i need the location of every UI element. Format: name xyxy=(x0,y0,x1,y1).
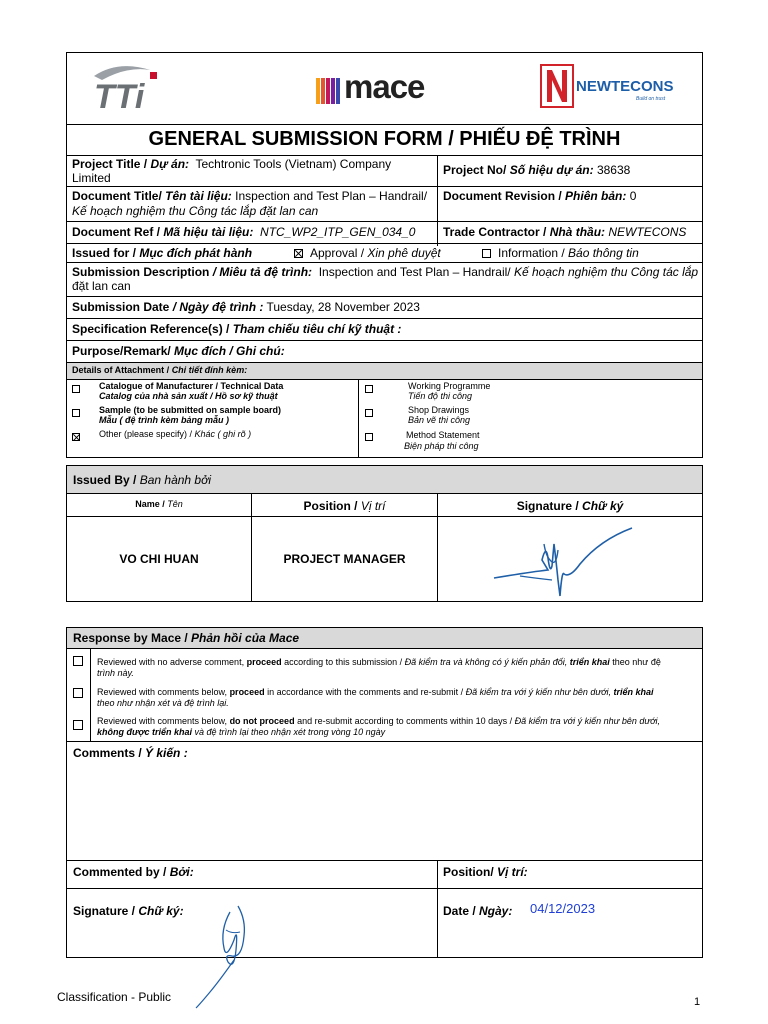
tti-logo xyxy=(88,62,168,118)
option3-part-f: và đệ trình lại theo nhận xét trong vòng 10 ngày xyxy=(191,727,386,737)
response-position-label-vn: Vị trí: xyxy=(497,865,528,879)
comments-label: Comments / xyxy=(73,746,146,760)
response-option2-text xyxy=(97,687,654,697)
submission-date-label: Submission Date xyxy=(72,300,173,314)
catalogue-checkbox[interactable] xyxy=(72,385,80,393)
response-date-row xyxy=(443,904,512,918)
option3-part-d: Đã kiểm tra với ý kiến như bên dưới, xyxy=(514,716,661,726)
classification-label: Classification - Public xyxy=(57,990,172,1004)
project-no-label: Project No/ xyxy=(443,163,510,177)
project-title-label: Project Title / xyxy=(72,157,151,171)
mace-logo-text: mace xyxy=(344,68,425,105)
option3-part-e: không được triển khai xyxy=(97,727,192,737)
newtecons-tagline: Build on trust xyxy=(636,96,666,102)
position-col-label: Position / xyxy=(303,499,361,513)
submission-desc-label: Submission Description xyxy=(72,265,213,279)
issuer-signature-graphic xyxy=(490,520,640,598)
catalogue-label-vn: Catalog của nhà sản xuất / Hồ sơ kỹ thuật xyxy=(99,391,278,401)
comments-label-vn: Ý kiến : xyxy=(145,746,188,760)
approval-option xyxy=(310,246,441,260)
tti-logo-graphic xyxy=(88,62,168,118)
spec-ref-label: Specification Reference(s) / xyxy=(72,322,233,336)
reviewer-signature-graphic xyxy=(190,900,270,1010)
issued-for-row xyxy=(72,246,252,260)
sample-label: Sample (to be submitted on sample board) xyxy=(99,405,282,415)
spec-ref-label-vn: Tham chiếu tiêu chí kỹ thuật : xyxy=(232,322,402,336)
issued-for-label-vn: Mục đích phát hành xyxy=(139,246,253,260)
shop-drawings-checkbox[interactable] xyxy=(365,409,373,417)
doc-title-value-line2: Kế hoạch nghiệm thu Công tác lắp đặt lan can xyxy=(72,204,319,218)
project-title-label-vn: Dự án: xyxy=(150,157,190,171)
option1-part-a: Reviewed with no adverse comment, xyxy=(97,657,247,667)
sample-label-vn: Mẫu ( đệ trình kèm bảng mẫu ) xyxy=(99,415,230,425)
issuer-signature xyxy=(490,520,640,598)
option3-part-b: do not proceed xyxy=(229,716,295,726)
submission-desc-row xyxy=(72,265,698,279)
purpose-label: Purpose/Remark/ xyxy=(72,344,175,358)
submission-date-row xyxy=(72,300,420,314)
project-no-row xyxy=(443,163,630,177)
option2-part-a: Reviewed with comments below, xyxy=(97,687,230,697)
option2-part-b: proceed xyxy=(229,687,265,697)
newtecons-wordmark: NEWTECONS xyxy=(576,78,674,95)
attachment-label-vn: Chi tiết đính kèm: xyxy=(171,365,248,375)
other-label-vn: Khác ( ghi rõ ) xyxy=(194,429,252,439)
response-date-label: Date / xyxy=(443,904,480,918)
method-statement-checkbox[interactable] xyxy=(365,433,373,441)
issued-for-label: Issued for / xyxy=(72,246,140,260)
project-no-label-vn: Số hiệu dự án: xyxy=(509,163,594,177)
other-label: Other (please specify) / xyxy=(99,429,195,439)
doc-ref-label-vn: Mã hiệu tài liệu: xyxy=(163,225,254,239)
page-number: 1 xyxy=(694,996,701,1008)
shop-drawings-label-vn: Bản vẽ thi công xyxy=(408,415,471,425)
project-no-value: 38638 xyxy=(596,163,631,177)
commented-by-label-vn: Bởi: xyxy=(169,865,194,879)
response-label: Response by Mace / xyxy=(73,631,192,645)
doc-ref-value: NTC_WP2_ITP_GEN_034_0 xyxy=(260,225,416,239)
information-option xyxy=(498,246,639,260)
option2-part-c: in accordance with the comments and re-submit / xyxy=(264,687,466,697)
name-col-label-vn: Tên xyxy=(167,499,183,509)
position-column-header xyxy=(252,499,437,513)
approval-label: Approval / xyxy=(310,246,368,260)
project-title-value-line2: Limited xyxy=(72,171,111,185)
option1-part-f: theo như đệ xyxy=(609,657,661,667)
working-programme-checkbox[interactable] xyxy=(365,385,373,393)
option3-part-a: Reviewed with comments below, xyxy=(97,716,230,726)
option2-part-d: Đã kiểm tra với ý kiến như bên dưới, xyxy=(465,687,614,697)
approval-label-vn: Xin phê duyệt xyxy=(367,246,441,260)
response-position-label: Position/ xyxy=(443,865,497,879)
doc-ref-row xyxy=(72,225,415,239)
reviewer-signature xyxy=(190,900,270,1010)
trade-contractor-label: Trade Contractor / xyxy=(443,225,550,239)
catalogue-label: Catalogue of Manufacturer / Technical Data xyxy=(99,381,284,391)
newtecons-n-icon xyxy=(540,64,574,108)
response-option1-checkbox[interactable] xyxy=(73,656,83,666)
response-title xyxy=(73,631,299,645)
option1-part-b: proceed xyxy=(246,657,282,667)
submission-date-value: Tuesday, 28 November 2023 xyxy=(266,300,420,314)
response-option3-text xyxy=(97,716,660,726)
response-signature-label-vn: Chữ ký: xyxy=(138,904,184,918)
other-checkbox[interactable] xyxy=(72,433,80,441)
method-statement-label-vn: Biện pháp thi công xyxy=(404,441,479,451)
response-position-row xyxy=(443,865,528,879)
response-label-vn: Phản hồi của Mace xyxy=(191,631,300,645)
sample-checkbox[interactable] xyxy=(72,409,80,417)
doc-title-value: Inspection and Test Plan – Handrail/ xyxy=(235,189,428,203)
working-programme-label-vn: Tiến độ thi công xyxy=(408,391,472,401)
response-option2-text-line2: theo như nhận xét và đệ trình lại. xyxy=(97,698,229,708)
information-checkbox[interactable] xyxy=(482,249,491,258)
signature-col-label: Signature / xyxy=(516,499,583,513)
submission-desc-value-line2: đặt lan can xyxy=(72,279,131,293)
response-option1-text xyxy=(97,657,661,667)
spec-ref-row xyxy=(72,322,401,336)
svg-text:TTi: TTi xyxy=(94,78,145,116)
working-programme-label: Working Programme xyxy=(408,381,491,391)
response-signature-label: Signature / xyxy=(73,904,139,918)
method-statement-label: Method Statement xyxy=(406,430,480,440)
doc-title-label: Document Title/ xyxy=(72,189,166,203)
signature-col-label-vn: Chữ ký xyxy=(582,499,624,513)
commented-by-row xyxy=(73,865,194,879)
name-col-label: Name / xyxy=(135,499,168,509)
doc-ref-label: Document Ref / xyxy=(72,225,164,239)
commented-by-label: Commented by / xyxy=(73,865,170,879)
trade-contractor-value: NEWTECONS xyxy=(608,225,687,239)
attachment-header-text xyxy=(72,365,247,375)
doc-revision-label: Document Revision / xyxy=(443,189,566,203)
submission-date-label-vn: / Ngày đệ trình : xyxy=(172,300,264,314)
mace-logo xyxy=(314,68,454,108)
submission-desc-value: Inspection and Test Plan – Handrail/ xyxy=(318,265,511,279)
submission-desc-value-vn: Kế hoạch nghiệm thu Công tác lắp xyxy=(513,265,699,279)
purpose-row xyxy=(72,344,285,358)
doc-revision-label-vn: Phiên bản: xyxy=(565,189,627,203)
submission-desc-label-vn: / Miêu tả đệ trình: xyxy=(212,265,313,279)
response-signature-row xyxy=(73,904,184,918)
response-date-label-vn: Ngày: xyxy=(479,904,513,918)
response-option1-text-line2: trình này. xyxy=(97,668,134,678)
response-date-value: 04/12/2023 xyxy=(530,901,596,916)
attachment-label: Details of Attachment / xyxy=(72,365,172,375)
signature-column-header xyxy=(438,499,702,513)
response-option2-checkbox[interactable] xyxy=(73,688,83,698)
option1-part-c: according to this submission / xyxy=(281,657,405,667)
issued-by-title xyxy=(73,473,211,487)
option2-part-e: triển khai xyxy=(613,687,654,697)
doc-revision-row xyxy=(443,189,636,203)
doc-title-row xyxy=(72,189,427,203)
option1-part-d: Đã kiểm tra và không có ý kiến phản đối, xyxy=(404,657,570,667)
project-title-value: Techtronic Tools (Vietnam) Company xyxy=(195,157,392,171)
response-option3-checkbox[interactable] xyxy=(73,720,83,730)
name-column-header xyxy=(67,499,251,509)
purpose-label-vn: Mục đích / Ghi chú: xyxy=(174,344,285,358)
doc-revision-value: 0 xyxy=(629,189,637,203)
newtecons-logo xyxy=(538,64,682,112)
project-title-row xyxy=(72,157,391,171)
form-title: GENERAL SUBMISSION FORM / PHIẾU ĐỆ TRÌNH xyxy=(148,128,621,150)
approval-checkbox[interactable] xyxy=(294,249,303,258)
information-label: Information / xyxy=(498,246,569,260)
shop-drawings-label: Shop Drawings xyxy=(408,405,470,415)
other-row xyxy=(99,429,251,439)
information-label-vn: Báo thông tin xyxy=(568,246,639,260)
issuer-name: VO CHI HUAN xyxy=(119,552,199,566)
issuer-position: PROJECT MANAGER xyxy=(283,552,406,566)
comments-area[interactable] xyxy=(67,762,702,860)
trade-contractor-label-vn: Nhà thầu: xyxy=(549,225,606,239)
issued-by-label: Issued By / xyxy=(73,473,140,487)
trade-contractor-row xyxy=(443,225,686,239)
option3-part-c: and re-submit according to comments within 10 days / xyxy=(294,716,515,726)
issued-by-label-vn: Ban hành bởi xyxy=(139,473,212,487)
doc-title-label-vn: Tên tài liệu: xyxy=(165,189,232,203)
comments-label-row xyxy=(73,746,188,760)
position-col-label-vn: Vị trí xyxy=(360,499,386,513)
response-option3-text-line2 xyxy=(97,727,385,737)
option1-part-e: triển khai xyxy=(569,657,610,667)
